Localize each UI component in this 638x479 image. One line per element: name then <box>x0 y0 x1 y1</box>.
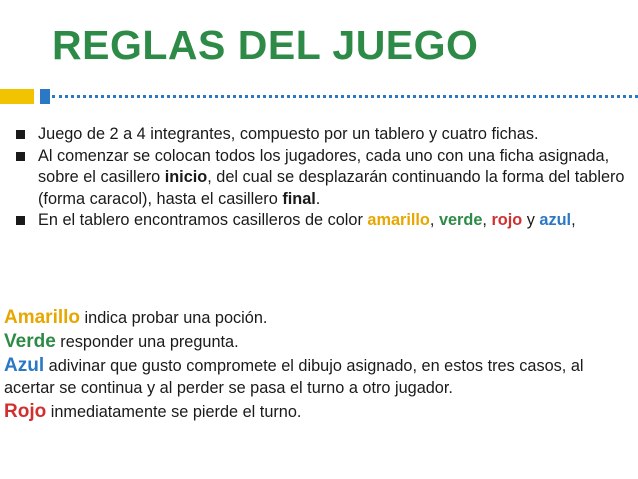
bullet-list <box>16 124 626 232</box>
bullet-item-players <box>16 124 626 146</box>
rule-key-amarillo: Amarillo <box>4 307 81 328</box>
rule-text: responder una pregunta. <box>55 333 239 351</box>
separator: , <box>571 211 576 229</box>
rule-text: adivinar que gusto compromete el dibujo asignado, en estos tres casos, al acertar se continua y al perder se pasa el turno a otro jugador. <box>4 357 584 397</box>
bullet-text: , del cual se desplazarán continuando la forma del tablero (forma caracol), hasta el casillero <box>38 168 625 208</box>
square-bullet-icon <box>16 216 25 225</box>
separator: , <box>482 211 492 229</box>
rule-key-azul: Azul <box>4 355 45 376</box>
dotted-divider <box>52 95 638 98</box>
bullet-text: Juego de 2 a 4 integrantes, compuesto por un tablero y cuatro fichas. <box>38 125 539 143</box>
rule-text: inmediatamente se pierde el turno. <box>46 403 302 421</box>
bullet-text: . <box>315 189 321 208</box>
rule-rojo <box>4 401 634 423</box>
bold-word-final: final <box>282 189 316 208</box>
yellow-accent-bar <box>0 89 34 104</box>
bold-word-inicio: inicio <box>164 168 208 186</box>
separator: , <box>429 211 439 229</box>
bullet-item-colors <box>16 210 626 232</box>
color-word-rojo: rojo <box>491 211 523 229</box>
bullet-text: Al comenzar se colocan todos los jugadores, cada uno con una ficha asignada, sobre el casillero <box>38 146 610 186</box>
blue-accent-bar <box>40 89 50 104</box>
separator: y <box>522 211 540 229</box>
color-word-verde: verde <box>438 211 483 229</box>
rule-key-rojo: Rojo <box>4 401 47 422</box>
color-rules <box>4 307 634 423</box>
rule-amarillo <box>4 307 634 329</box>
bullet-text: En el tablero encontramos casilleros de color <box>38 211 368 229</box>
square-bullet-icon <box>16 152 25 161</box>
rule-text: indica probar una poción. <box>80 309 268 327</box>
rule-key-verde: Verde <box>4 331 56 352</box>
color-word-azul: azul <box>539 211 572 229</box>
rule-verde <box>4 331 634 353</box>
color-word-amarillo: amarillo <box>367 211 430 229</box>
square-bullet-icon <box>16 130 25 139</box>
page-title: REGLAS DEL JUEGO <box>52 22 479 68</box>
rule-azul <box>4 355 634 399</box>
bullet-item-start <box>16 146 626 211</box>
